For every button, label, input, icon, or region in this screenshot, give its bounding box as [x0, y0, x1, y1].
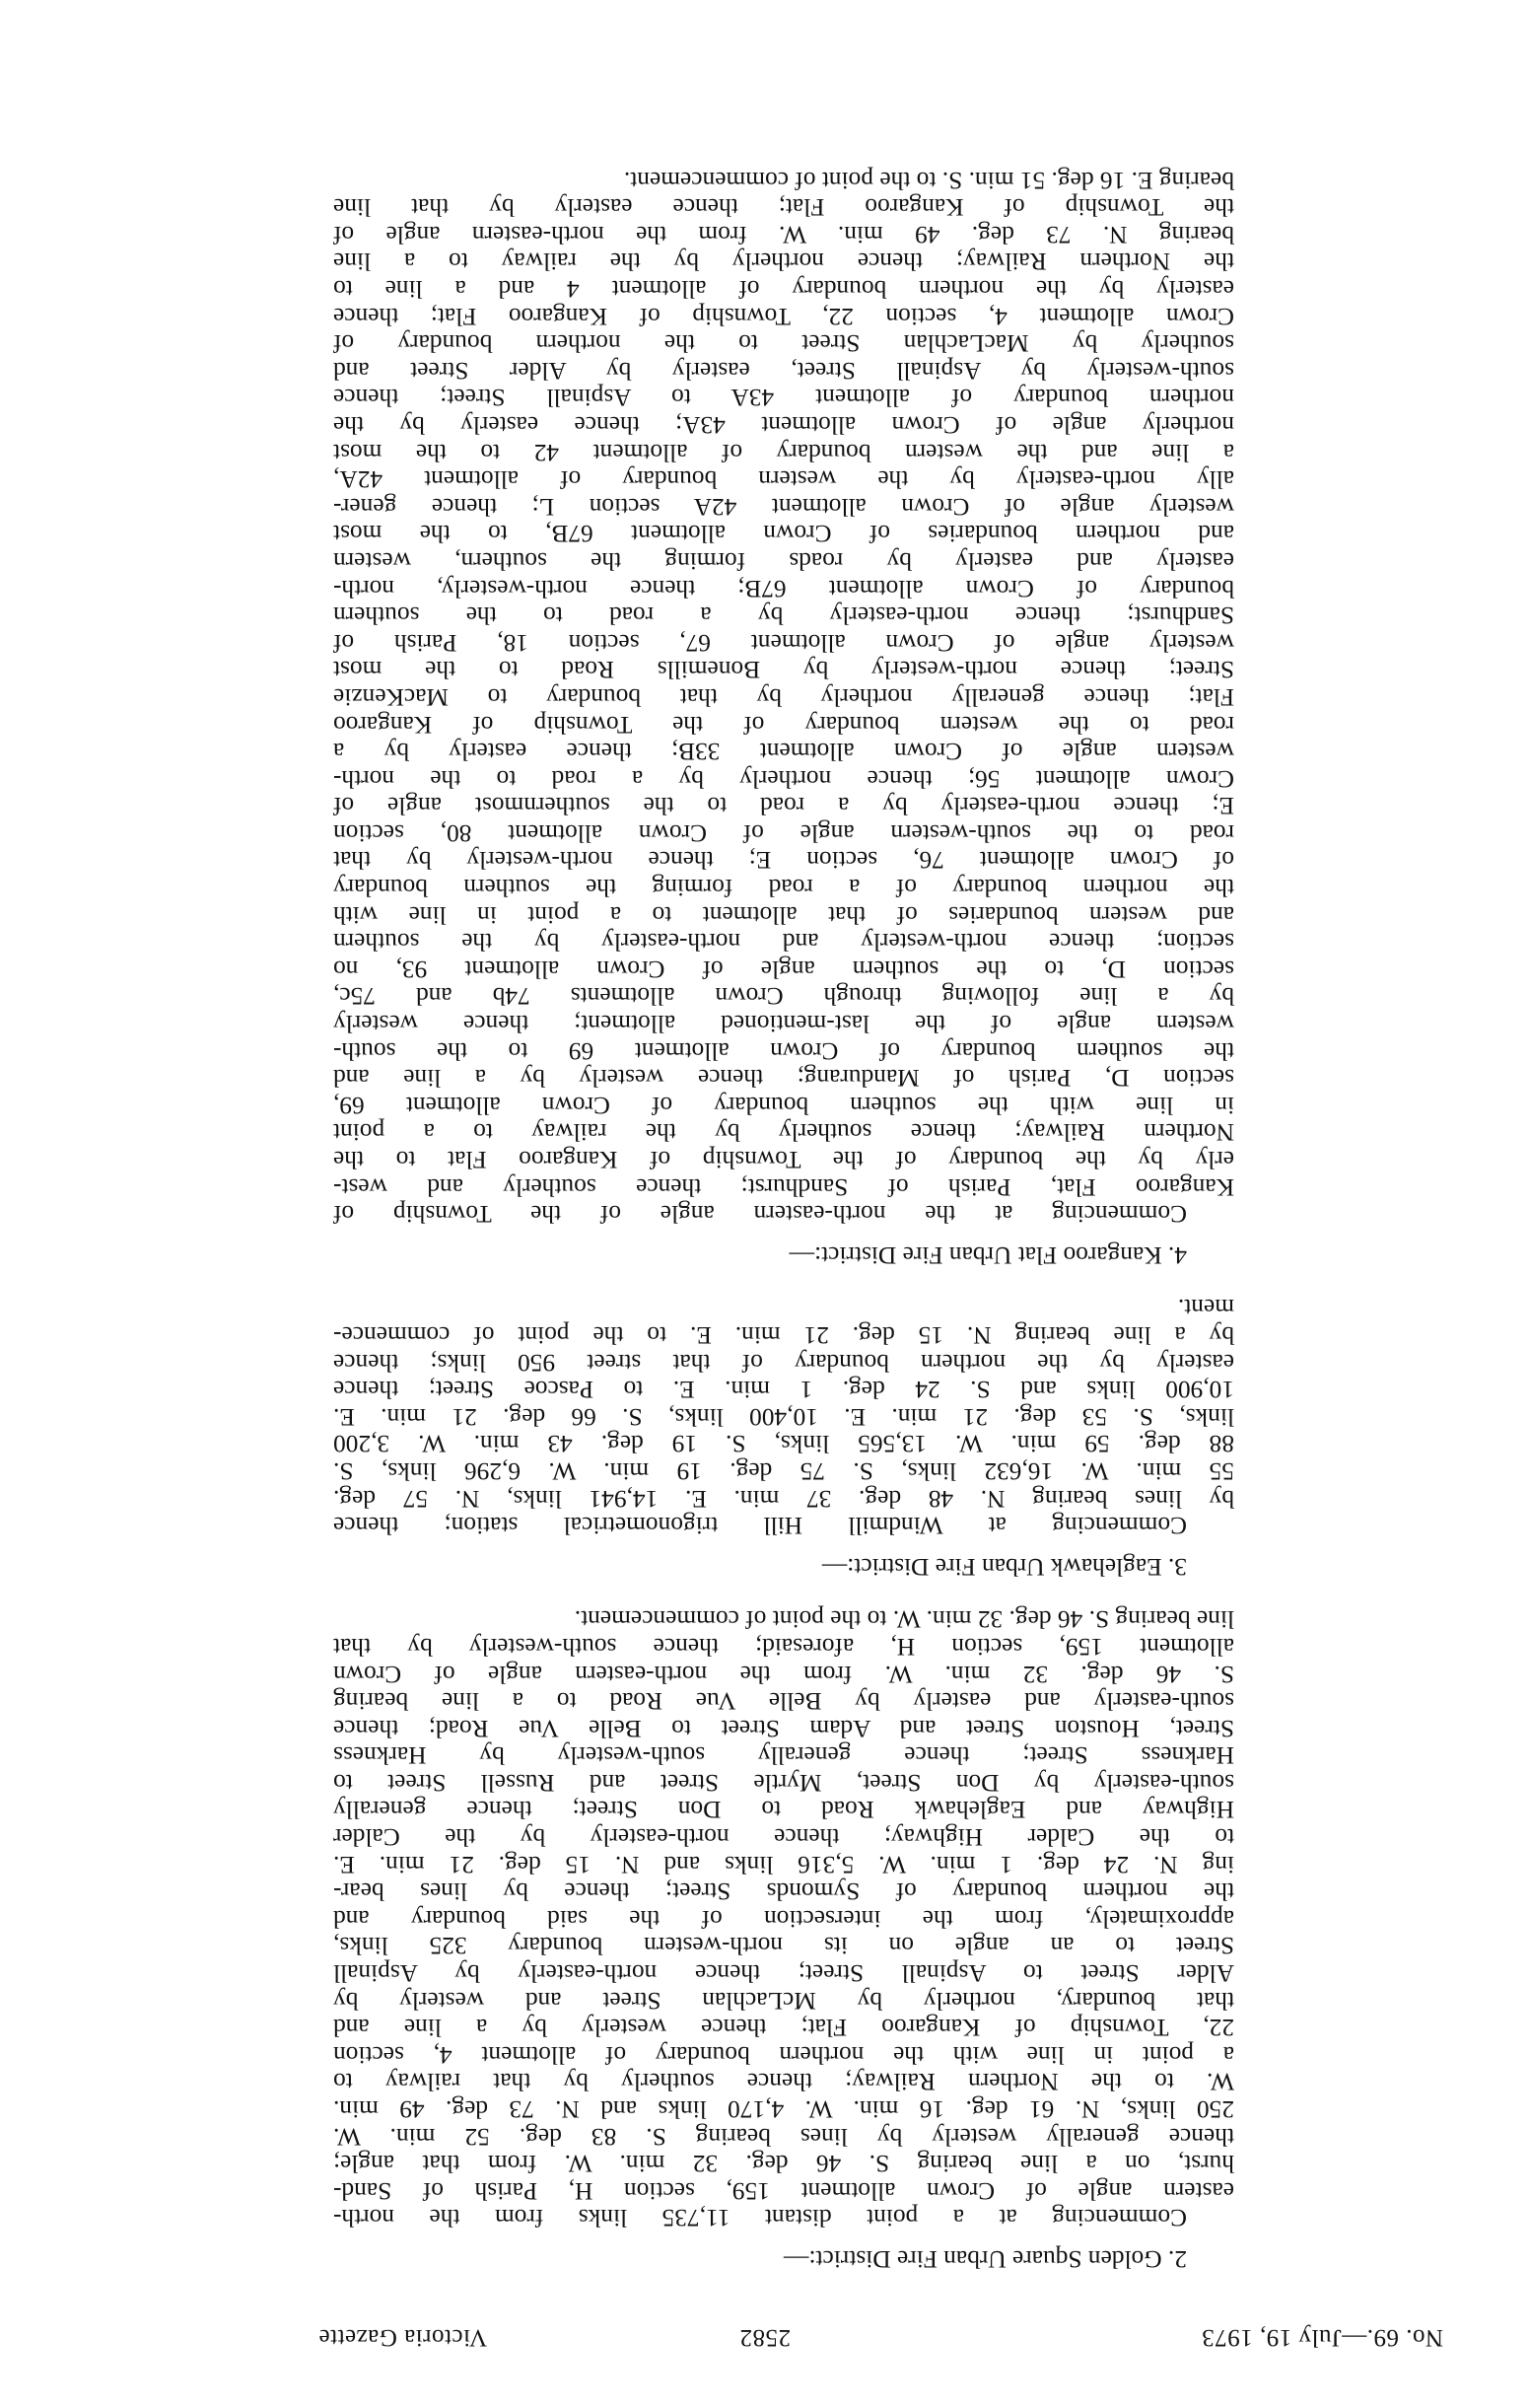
text-line: section; thence north-westerly and north-easterly by the southern	[333, 928, 1234, 956]
text-line: by lines bearing N. 48 deg. 37 min. E. 14,941 links, N. 57 deg.	[333, 1484, 1234, 1513]
text-line: road to the western boundary of the Township of Kangaroo	[333, 710, 1234, 739]
text-line: 88 deg. 59 min. W. 13,565 links, S. 19 deg. 43 min. W. 3,200	[333, 1430, 1234, 1458]
text-line: to the Calder Highway; thence north-easterly by the Calder	[333, 1823, 1234, 1852]
section-body	[333, 1294, 1234, 1538]
text-line: south-easterly and easterly by Belle Vue Road to a line bearing	[333, 1687, 1234, 1716]
publication-title: Victoria Gazette	[318, 2324, 487, 2351]
text-line: Sandhurst; thence north-easterly by a road to the southern	[333, 602, 1234, 630]
text-line: W. to the Northern Railway; thence southerly by that railway to	[333, 2068, 1234, 2096]
text-line: 22, Township of Kangaroo Flat; thence westerly by a line and	[333, 2014, 1234, 2042]
text-line: south-westerly by Aspinall Street, easterly by Alder Street and	[333, 356, 1234, 385]
text-line: Crown allotment 4, section 22, Township of Kangaroo Flat; thence	[333, 302, 1234, 330]
text-line: eastern angle of Crown allotment 159, section H, Parish of Sand-	[333, 2176, 1234, 2205]
text-line: ment.	[1177, 1294, 1234, 1322]
section-heading: 3. Eaglehawk Urban Fire District:—	[821, 1552, 1187, 1581]
text-line: the Northern Railway; thence northerly by the railway to a line	[333, 248, 1234, 276]
text-line: south-easterly by Don Street, Myrtle Street and Russell Street to	[333, 1768, 1234, 1797]
text-line: Commencing at a point distant 11,735 links from the north-	[333, 2204, 1187, 2232]
text-line: by a line following through Crown allotments 74b and 75c,	[333, 982, 1234, 1011]
text-line: the Township of Kangaroo Flat; thence easterly by that line	[333, 193, 1234, 222]
section-heading: 4. Kangaroo Flat Urban Fire District:—	[789, 1240, 1187, 1269]
text-line: ally north-easterly by the western boundary of allotment 42A,	[333, 465, 1234, 494]
text-line: bearing E. 16 deg. 51 min. S. to the point of commencement.	[623, 166, 1234, 194]
text-line: Crown allotment 56; thence northerly by a road to the north-	[333, 764, 1234, 793]
text-line: hurst, on a line bearing S. 46 deg. 32 min. W. from that angle;	[333, 2150, 1234, 2178]
text-line: that boundary, northerly by McLachlan Street and westerly by	[333, 1986, 1234, 2015]
text-line: erly by the boundary of the Township of Kangaroo Flat to the	[333, 1146, 1234, 1174]
text-line: Highway and Eaglehawk Road to Don Street; thence generally	[333, 1796, 1234, 1824]
section-heading: 2. Golden Square Urban Fire District:—	[784, 2245, 1187, 2273]
text-line: easterly by the northern boundary of that street 950 links; thence	[333, 1348, 1234, 1377]
text-line: S. 46 deg. 32 min. W. from the north-eastern angle of Crown	[333, 1660, 1234, 1688]
text-line: boundary of Crown allotment 67B; thence north-westerly, north-	[333, 574, 1234, 602]
text-line: Alder Street to Aspinall Street; thence north-easterly by Aspinall	[333, 1959, 1234, 1988]
section-eaglehawk	[333, 1294, 1234, 1580]
text-line: the northern boundary of a road forming the southern boundary	[333, 874, 1234, 902]
text-line: Kangaroo Flat, Parish of Sandhurst; thence southerly and west-	[333, 1172, 1234, 1201]
text-column	[333, 140, 1234, 2272]
issue-date: No. 69.—July 19, 1973	[1201, 2324, 1443, 2351]
text-line: Street; thence north-westerly by Bonemills Road to the most	[333, 656, 1234, 684]
text-line: ing N. 24 deg. 1 min. W. 5,316 links and N. 15 deg. 21 min. E.	[333, 1850, 1234, 1878]
text-line: line bearing S. 46 deg. 32 min. W. to the point of commencement.	[574, 1605, 1234, 1634]
text-line: easterly by the northern boundary of allotment 4 and a line to	[333, 275, 1234, 304]
text-line: Commencing at Windmill Hill trigonometrical station; thence	[333, 1512, 1187, 1540]
text-line: westerly angle of Crown allotment 67, section 18, Parish of	[333, 628, 1234, 657]
text-line: and western boundaries of that allotment to a point in line with	[333, 900, 1234, 929]
text-line: 55 min. W. 16,632 links, S. 75 deg. 19 min. W. 6,296 links, S.	[333, 1456, 1234, 1485]
text-line: southerly by MacLachlan Street to the northern boundary of	[333, 329, 1234, 358]
text-line: Harkness Street; thence generally south-westerly by Harkness	[333, 1741, 1234, 1770]
text-line: thence generally westerly by lines bearing S. 83 deg. 52 min. W.	[333, 2122, 1234, 2151]
text-line: approximately, from the intersection of the said boundary and	[333, 1904, 1234, 1933]
text-line: westerly angle of Crown allotment 42A section L; thence gener-	[333, 492, 1234, 521]
text-line: allotment 159, section H, aforesaid; thence south-westerly by that	[333, 1632, 1234, 1661]
page-header	[0, 2317, 1530, 2351]
text-line: bearing N. 73 deg. 49 min. W. from the north-eastern angle of	[333, 220, 1234, 248]
text-line: E; thence north-easterly by a road to the southernmost angle of	[333, 792, 1234, 820]
text-line: western angle of the last-mentioned allotment; thence westerly	[333, 1010, 1234, 1038]
text-line: 10,900 links and S. 24 deg. 1 min. E. to Pascoe Street; thence	[333, 1376, 1234, 1404]
text-line: section D, Parish of Mandurang; thence westerly by a line and	[333, 1064, 1234, 1093]
text-line: a point in line with the northern boundary of allotment 4, section	[333, 2040, 1234, 2069]
section-body	[333, 1605, 1234, 2231]
text-line: of Crown allotment 76, section E; thence north-westerly by that	[333, 846, 1234, 875]
text-line: the northern boundary of Symonds Street; thence by lines bear-	[333, 1877, 1234, 1906]
text-line: in line with the southern boundary of Crown allotment 69,	[333, 1091, 1234, 1119]
text-line: by a line bearing N. 15 deg. 21 min. E. to the point of commence-	[333, 1321, 1234, 1349]
text-line: links, S. 53 deg. 21 min. E. 10,400 links, S. 66 deg. 21 min. E.	[333, 1402, 1234, 1431]
text-line: road to the south-western angle of Crown allotment 80, section	[333, 818, 1234, 847]
section-golden-square	[333, 1605, 1234, 2272]
text-line: Street to an angle on its north-western boundary 325 links,	[333, 1932, 1234, 1960]
section-kangaroo-flat	[333, 166, 1234, 1268]
section-body	[333, 166, 1234, 1227]
text-line: Street, Houston Street and Adam Street to Belle Vue Road; thence	[333, 1714, 1234, 1742]
text-line: 250 links, N. 61 deg. 16 min. W. 4,170 links and N. 73 deg. 49 min.	[333, 2095, 1234, 2124]
text-line: Flat; thence generally northerly by that boundary to MacKenzie	[333, 682, 1234, 711]
text-line: section D, to the southern angle of Crown allotment 93, no	[333, 955, 1234, 983]
text-line: a line and the western boundary of allotment 42 to the most	[333, 438, 1234, 466]
text-line: and northern boundaries of Crown allotment 67B, to the most	[333, 520, 1234, 548]
text-line: northerly angle of Crown allotment 43A; thence easterly by the	[333, 411, 1234, 439]
page-number: 2582	[739, 2324, 791, 2351]
text-line: Commencing at the north-eastern angle of the Township of	[333, 1200, 1187, 1229]
text-line: northern boundary of allotment 43A to Aspinall Street; thence	[333, 384, 1234, 412]
text-line: easterly and easterly by roads forming the southern, western	[333, 546, 1234, 575]
text-line: the southern boundary of Crown allotment 69 to the south-	[333, 1036, 1234, 1065]
text-line: Northern Railway; thence southerly by the railway to a point	[333, 1118, 1234, 1147]
text-line: western angle of Crown allotment 33B; thence easterly by a	[333, 738, 1234, 766]
